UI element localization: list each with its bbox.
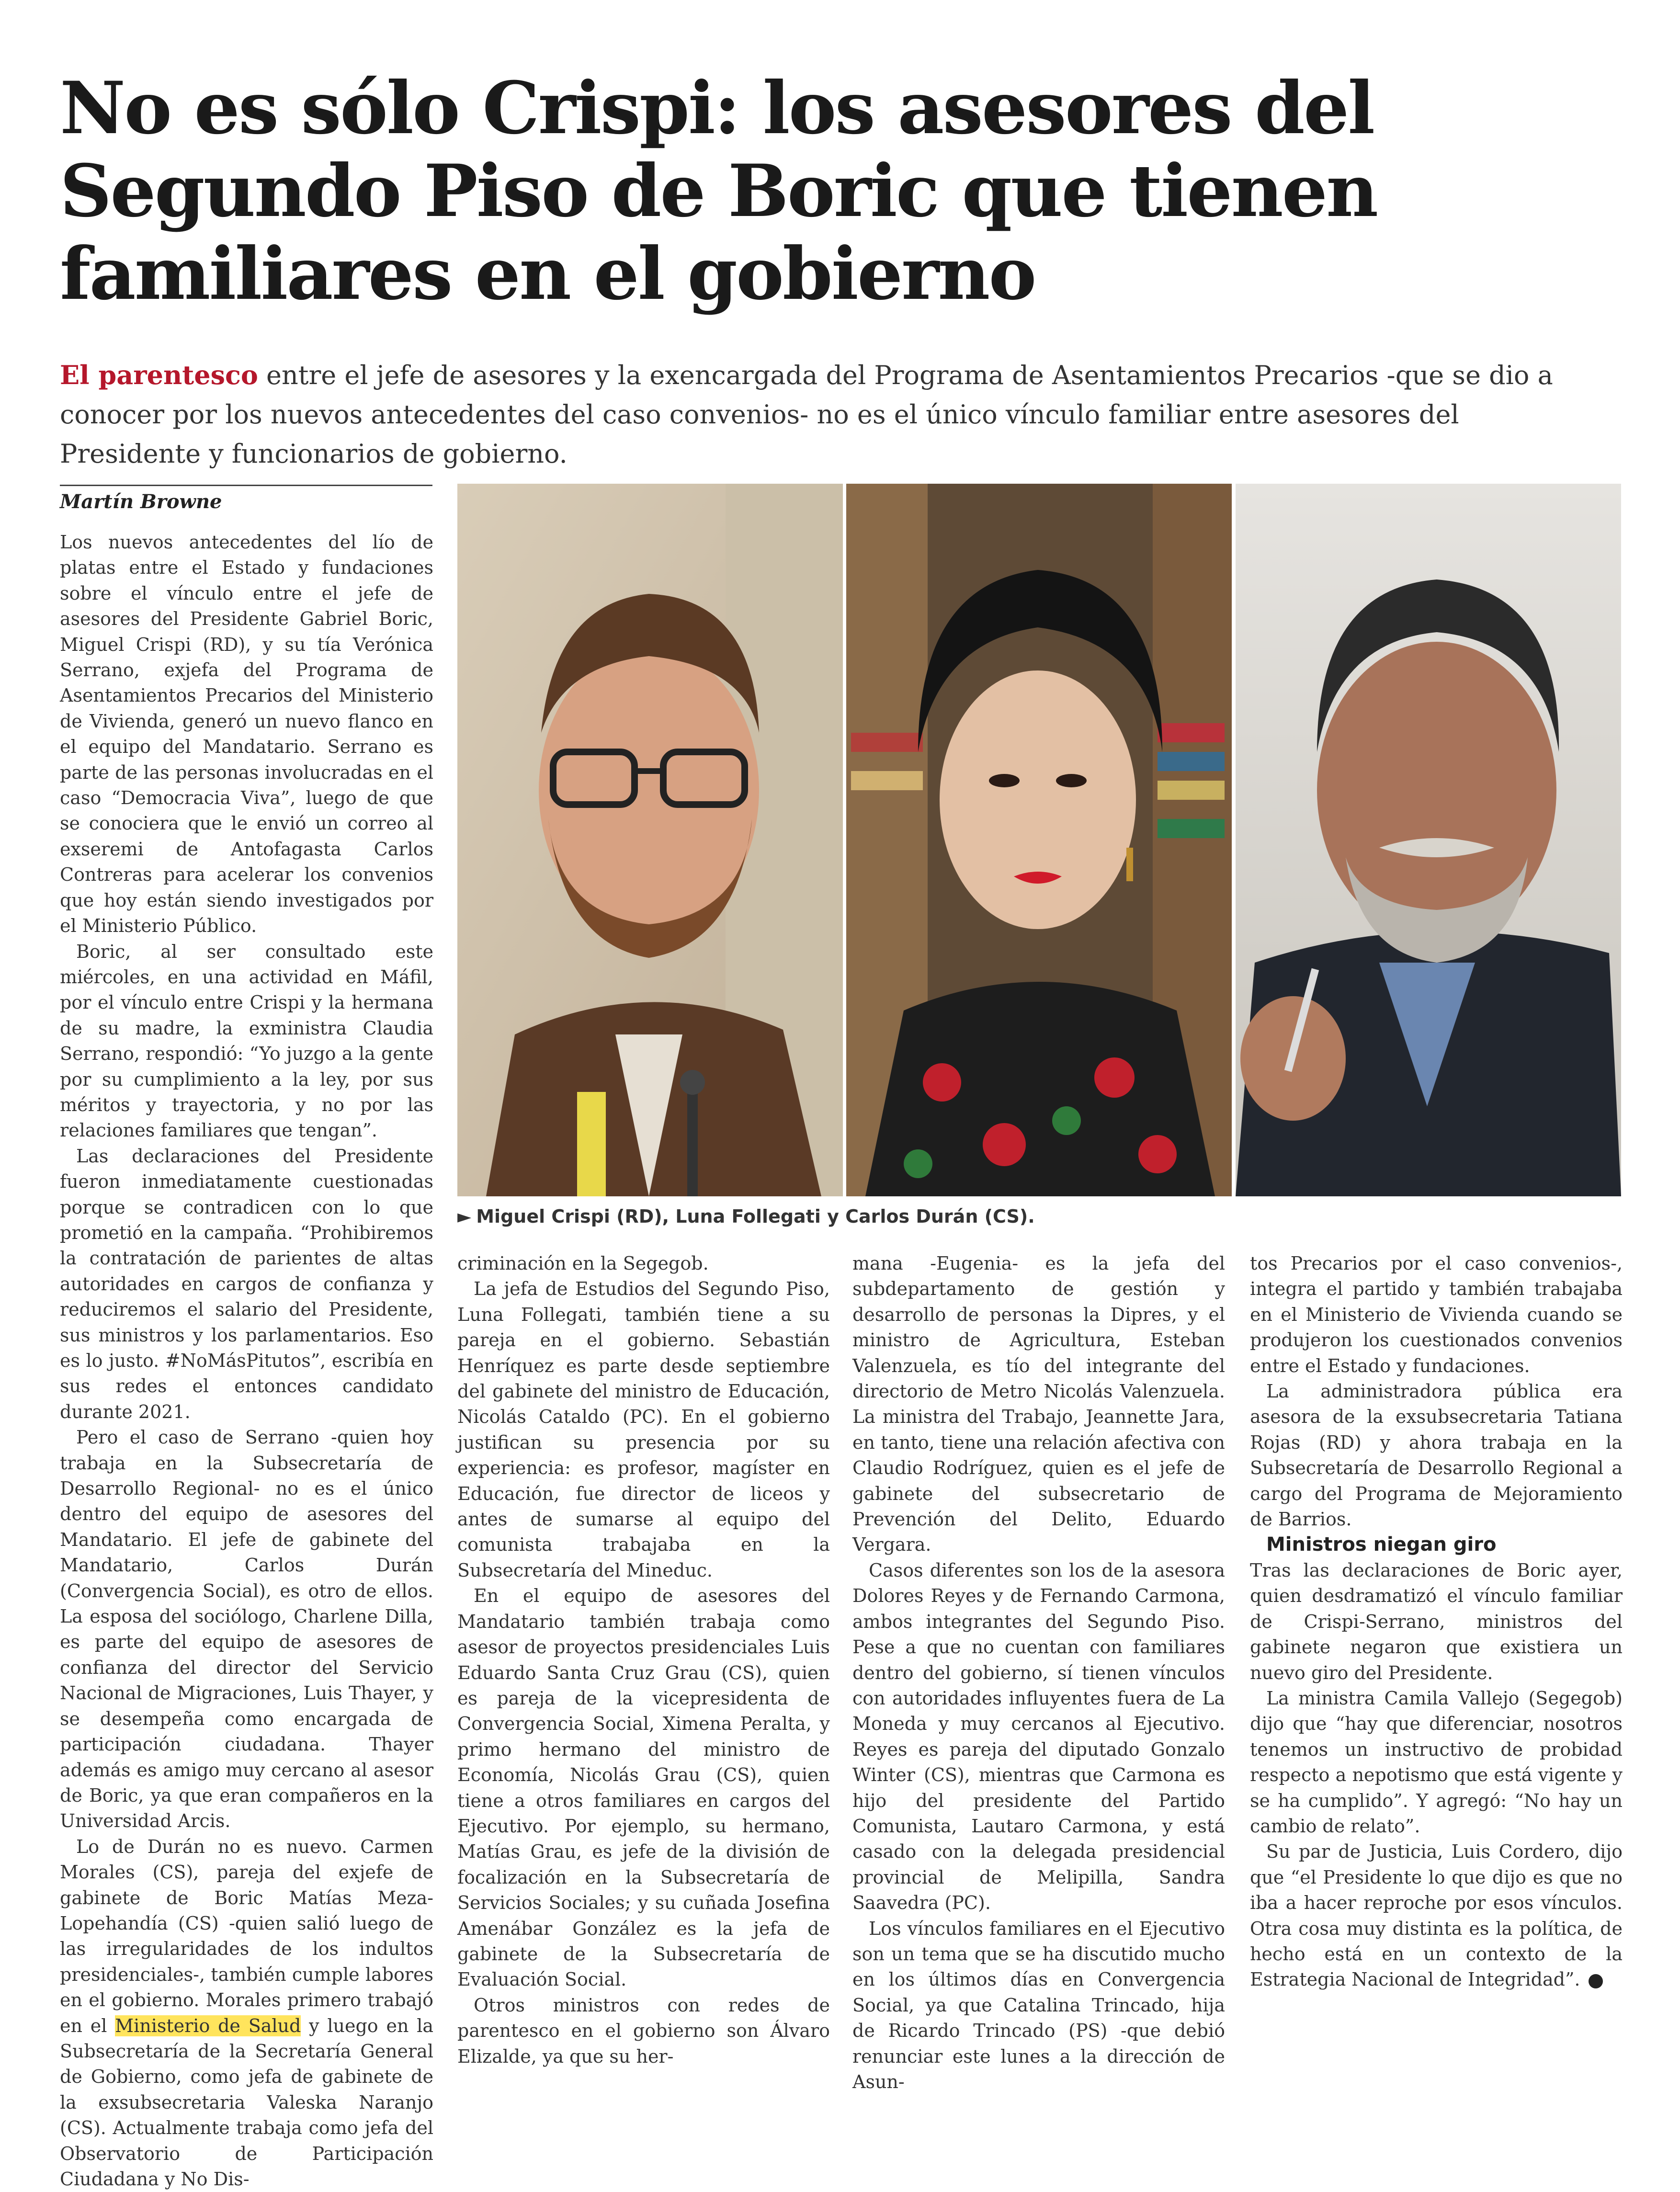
- lead-kicker: El parentesco: [60, 360, 258, 390]
- lead-text: entre el jefe de asesores y la exencargada del Programa de Asentamientos Precarios -que se dio a conocer por los nuevos antecedentes del caso convenios- no es el único vínculo familiar entre asesores del Presidente y funcionarios de gobierno.: [60, 360, 1553, 469]
- paragraph: [60, 1834, 433, 2192]
- column-3: [852, 1251, 1225, 2095]
- paragraph: Pero el caso de Serrano -quien hoy trabaja en la Subsecretaría de Desarrollo Regional- no es el único dentro del equipo de asesores del Mandatario. El jefe de gabinete del Mandatario, Carlos Durán (Convergencia Social), es otro de ellos. La esposa del sociólogo, Charlene Dilla, es parte del equipo de asesores de confianza del director del Servicio Nacional de Migraciones, Luis Thayer, y se desempeña como encargada de participación ciudadana. Thayer además es amigo muy cercano al asesor de Boric, ya que eran compañeros en la Universidad Arcis.: [60, 1427, 433, 1832]
- paragraph: Los nuevos antecedentes del lío de platas entre el Estado y fundaciones sobre el vínculo entre el jefe de asesores del Presidente Gabriel Boric, Miguel Crispi (RD), y su tía Verónica Serrano, exjefa del Programa de Asentamientos Precarios del Ministerio de Vivienda, generó un nuevo flanco en el equipo del Mandatario. Serrano es parte de las personas involucradas en el caso “Democracia Viva”, luego de que se conociera que le envió un correo al exseremi de Antofagasta Carlos Contreras para acelerar los convenios que hoy están siendo investigados por el Ministerio Público.: [60, 532, 433, 937]
- paragraph: La administradora pública era asesora de la exsubsecretaria Tatiana Rojas (RD) y ahora trabaja en la Subsecretaría de Desarrollo Regional a cargo del Programa de Mejoramiento de Barrios.: [1250, 1381, 1623, 1530]
- paragraph-text: Su par de Justicia, Luis Cordero, dijo que “el Presidente lo que dijo es que no iba a hacer reproche por esos vínculos. Otra cosa muy distinta es la política, de hecho está en un contexto de la Estrategia Nacional de Integridad”.: [1250, 1841, 1623, 1990]
- lead-paragraph: [60, 355, 1607, 474]
- photo-carlos-duran: [1236, 484, 1621, 1196]
- photo-strip: [457, 484, 1621, 1196]
- headline: No es sólo Crispi: los asesores del Segundo Piso de Boric que tienen familiares en el gobierno: [60, 66, 1377, 316]
- paragraph: tos Precarios por el caso convenios-, integra el partido y también trabajaba en el Ministerio de Vivienda cuando se produjeron los cuestionados convenios entre el Estado y fundaciones.: [1250, 1253, 1623, 1376]
- column-4: [1250, 1251, 1623, 1993]
- paragraph-text: y luego en la Subsecretaría de la Secretaría General de Gobierno, como jefa de gabinete de la exsubsecretaria Valeska Naranjo (CS). Actualmente trabaja como jefa del Observatorio de Participación Ciudadana y No Dis-: [60, 2015, 433, 2190]
- paragraph: En el equipo de asesores del Mandatario también trabaja como asesor de proyectos presidenciales Luis Eduardo Santa Cruz Grau (CS), quien es pareja de la vicepresidenta de Convergencia Social, Ximena Peralta, y primo hermano del ministro de Economía, Nicolás Grau (CS), quien tiene a otros familiares en cargos del Ejecutivo. Por ejemplo, su hermano, Matías Grau, es jefe de la división de focalización en la Subsecretaría de Servicios Sociales; y su cuñada Josefina Amenábar González es la jefa de gabinete de la Subsecretaría de Evaluación Social.: [457, 1585, 830, 1990]
- byline-rule: [60, 485, 432, 486]
- paragraph: La ministra Camila Vallejo (Segegob) dijo que “hay que diferenciar, nosotros tenemos un instructivo de probidad respecto a nepotismo que está vigente y se ha cumplido”. Y agregó: “No hay un cambio de relato”.: [1250, 1687, 1623, 1837]
- byline: Martín Browne: [60, 490, 222, 513]
- paragraph: Tras las declaraciones de Boric ayer, quien desdramatizó el vínculo familiar de Crispi-Serrano, ministros del gabinete negaron que existiera un nuevo giro del Presidente.: [1250, 1559, 1623, 1683]
- paragraph: Otros ministros con redes de parentesco en el gobierno son Álvaro Elizalde, ya que su her-: [457, 1994, 830, 2067]
- caption-marker-icon: ►: [457, 1206, 472, 1227]
- column-1: [60, 530, 433, 2192]
- caption-text: Miguel Crispi (RD), Luna Follegati y Carlos Durán (CS).: [476, 1206, 1035, 1227]
- paragraph-text: Lo de Durán no es nuevo. Carmen Morales (CS), pareja del exjefe de gabinete de Boric Matías Meza-Lopehandía (CS) -quien salió luego de las irregularidades de los indultos presidenciales-, también cumple labores en el gobierno. Morales primero trabajó en el: [60, 1836, 433, 2036]
- paragraph: mana -Eugenia- es la jefa del subdepartamento de gestión y desarrollo de personas la Dipres, y el ministro de Agricultura, Esteban Valenzuela, es tío del integrante del directorio de Metro Nicolás Valenzuela. La ministra del Trabajo, Jeannette Jara, en tanto, tiene una relación afectiva con Claudio Rodríguez, quien es el jefe de gabinete del subsecretario de Prevención del Delito, Eduardo Vergara.: [852, 1253, 1225, 1556]
- column-2: [457, 1251, 830, 2069]
- paragraph: criminación en la Segegob.: [457, 1253, 709, 1274]
- paragraph: Casos diferentes son los de la asesora Dolores Reyes y de Fernando Carmona, ambos integrantes del Segundo Piso. Pese a que no cuentan con familiares dentro del gobierno, sí tienen vínculos con autoridades influyentes fuera de La Moneda y muy cercanos al Ejecutivo. Reyes es pareja del diputado Gonzalo Winter (CS), mientras que Carmona es hijo del presidente del Partido Comunista, Lautaro Carmona, y está casado con la delegada presidencial provincial de Melipilla, Sandra Saavedra (PC).: [852, 1559, 1225, 1914]
- section-subhead: Ministros niegan giro: [1266, 1533, 1497, 1556]
- photo-miguel-crispi: [457, 484, 843, 1196]
- paragraph: La jefa de Estudios del Segundo Piso, Luna Follegati, también tiene a su pareja en el gobierno. Sebastián Henríquez es parte desde septiembre del gabinete del ministro de Educación, Nicolás Cataldo (PC). En el gobierno justifican su presencia por su experiencia: es profesor, magíster en Educación, fue director de liceos y antes de sumarse al equipo del comunista trabajaba en la Subsecretaría del Mineduc.: [457, 1278, 830, 1581]
- highlighted-text: Ministerio de Salud: [115, 2015, 301, 2036]
- paragraph: Los vínculos familiares en el Ejecutivo son un tema que se ha discutido mucho en los últimos días en Convergencia Social, ya que Catalina Trincado, hija de Ricardo Trincado (PS) -que debió renunciar este lunes a la dirección de Asun-: [852, 1918, 1225, 2092]
- paragraph: [1250, 1839, 1623, 1992]
- photo-caption: [457, 1206, 1035, 1227]
- paragraph: Las declaraciones del Presidente fueron inmediatamente cuestionadas porque se contradicen con lo que prometió en la campaña. “Prohibiremos la contratación de parientes de altas autoridades en cargos de confianza y reduciremos el salario del Presidente, sus ministros y los parlamentarios. Eso es lo justo. #NoMásPitutos”, escribía en sus redes el entonces candidato durante 2021.: [60, 1145, 433, 1422]
- end-of-article-icon: [1589, 1974, 1603, 1988]
- paragraph: Boric, al ser consultado este miércoles, en una actividad en Máfil, por el vínculo entre Crispi y la hermana de su madre, la exministra Claudia Serrano, respondió: “Yo juzgo a la gente por su cumplimiento a la ley, por sus méritos y trayectoria, y no por las relaciones familiares que tengan”.: [60, 941, 433, 1141]
- photo-luna-follegati: [846, 484, 1232, 1196]
